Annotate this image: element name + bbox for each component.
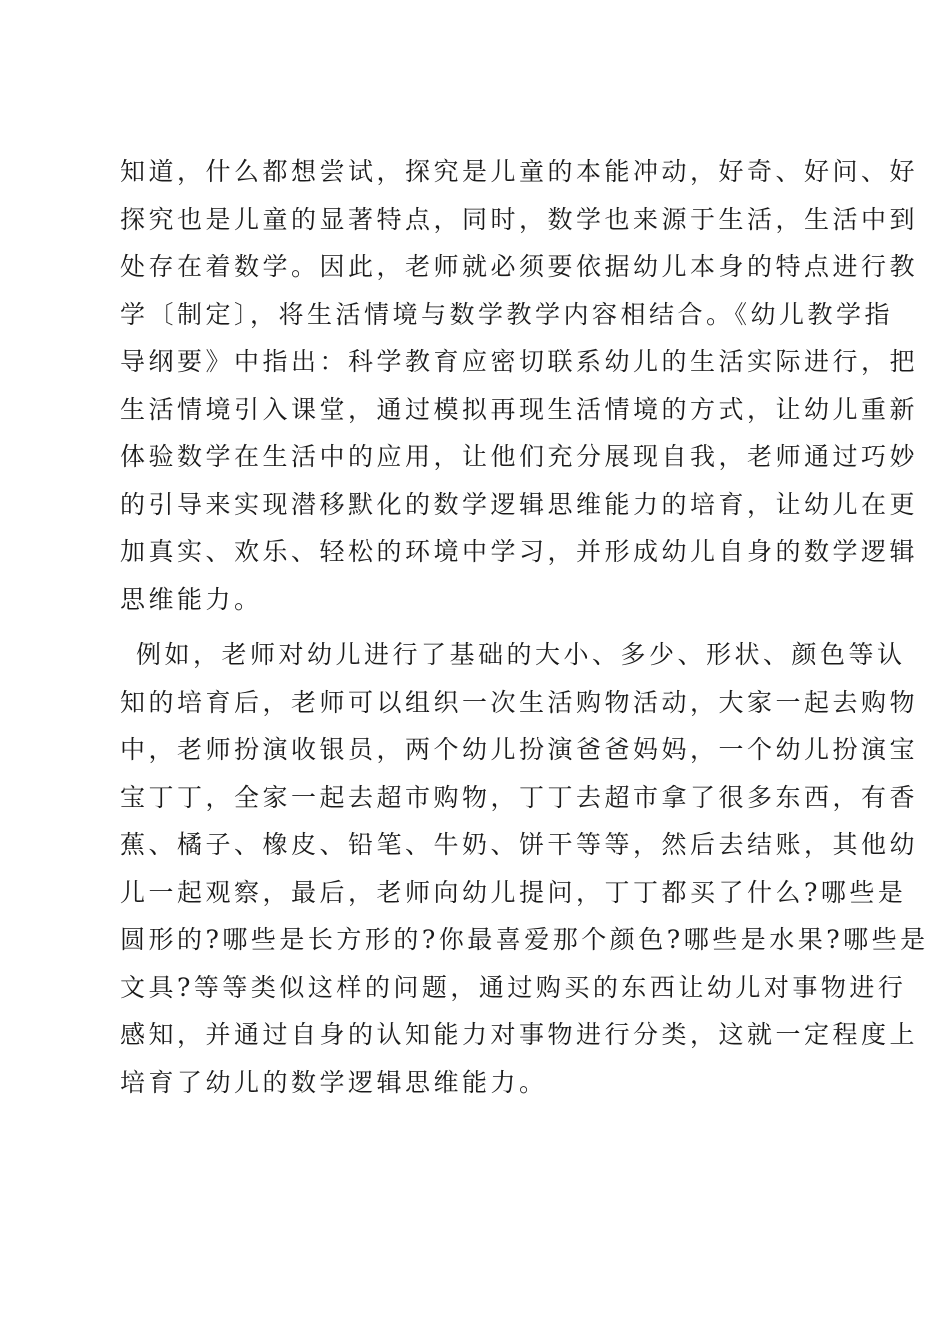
text-line: 探究也是儿童的显著特点，同时，数学也来源于生活，生活中到	[120, 204, 919, 234]
text-line: 蕉、橘子、橡皮、铅笔、牛奶、饼干等等，然后去结账，其他幼	[120, 830, 919, 859]
text-line: 培育了幼儿的数学逻辑思维能力。	[120, 1067, 548, 1097]
text-line: 文具?等等类似这样的问题，通过购买的东西让幼儿对事物进行	[120, 972, 907, 1002]
text-line: 体验数学在生活中的应用，让他们充分展现自我，老师通过巧妙	[120, 442, 919, 471]
text-line: 生活情境引入课堂，通过模拟再现生活情境的方式，让幼儿重新	[120, 394, 919, 424]
text-line: 思维能力。	[120, 584, 263, 614]
paragraph-1	[120, 148, 919, 623]
paragraph-spacer	[120, 623, 840, 631]
text-line: 加真实、欢乐、轻松的环境中学习，并形成幼儿自身的数学逻辑	[120, 537, 919, 566]
text-line: 中，老师扮演收银员，两个幼儿扮演爸爸妈妈，一个幼儿扮演宝	[120, 735, 919, 764]
text-line: 导纲要》中指出：科学教育应密切联系幼儿的生活实际进行，把	[120, 347, 919, 376]
text-line: 学〔制定〕，将生活情境与数学教学内容相结合。《幼儿教学指	[120, 299, 894, 329]
text-line: 处存在着数学。因此，老师就必须要依据幼儿本身的特点进行教	[120, 252, 919, 281]
paragraph-2	[120, 631, 929, 1106]
text-line: 感知，并通过自身的认知能力对事物进行分类，这就一定程度上	[120, 1020, 919, 1049]
text-line: 例如，老师对幼儿进行了基础的大小、多少、形状、颜色等认	[136, 640, 906, 669]
text-line: 宝丁丁，全家一起去超市购物，丁丁去超市拿了很多东西，有香	[120, 782, 919, 812]
text-line: 知的培育后，老师可以组织一次生活购物活动，大家一起去购物	[120, 687, 919, 717]
text-line: 的引导来实现潜移默化的数学逻辑思维能力的培育，让幼儿在更	[120, 489, 919, 519]
text-line: 儿一起观察，最后，老师向幼儿提问，丁丁都买了什么?哪些是	[120, 877, 907, 907]
text-line: 知道，什么都想尝试，探究是儿童的本能冲动，好奇、好问、好	[120, 157, 919, 186]
body-text	[120, 148, 929, 1106]
text-line: 圆形的?哪些是长方形的?你最喜爱那个颜色?哪些是水果?哪些是	[120, 925, 929, 954]
